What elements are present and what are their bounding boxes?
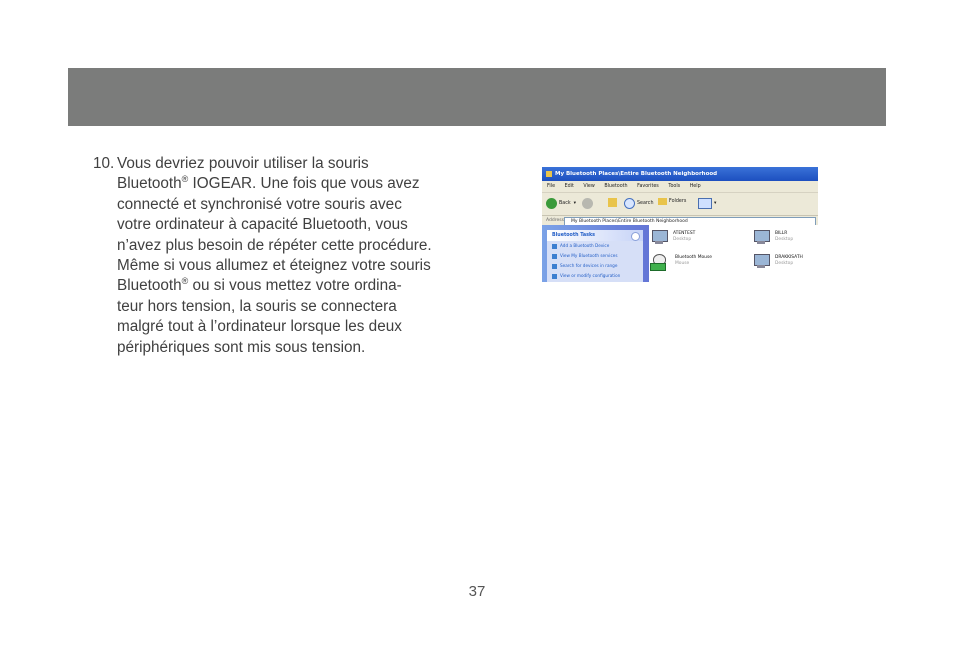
search-button: Search: [624, 198, 653, 209]
device-item: BILLR Desktop: [752, 230, 793, 244]
views-button: ▾: [698, 198, 716, 209]
menu-file: File: [547, 184, 556, 189]
registered-mark: ®: [181, 174, 189, 185]
step-line: votre ordinateur à capacité Bluetooth, vous: [117, 216, 408, 234]
task-view-services: View My Bluetooth services: [547, 251, 643, 261]
task-search-devices: Search for devices in range: [547, 261, 643, 271]
desktop-computer-icon: [752, 254, 770, 268]
menu-help: Help: [689, 184, 701, 189]
step-text: [117, 154, 473, 358]
bluetooth-tasks-panel: [547, 230, 643, 282]
bluetooth-places-screenshot: [542, 167, 818, 282]
desktop-computer-icon: [650, 230, 668, 244]
window-title: My Bluetooth Places\Entire Bluetooth Neighborhood: [555, 171, 718, 177]
step-line: Bluetooth® ou si vous mettez votre ordina-: [117, 276, 402, 295]
step-line: teur hors tension, la souris se connectera: [117, 297, 397, 315]
device-item: DRAKKISATH Desktop: [752, 254, 803, 268]
folders-icon: [658, 198, 667, 205]
instruction-step-10: [93, 154, 473, 358]
search-devices-icon: [552, 264, 557, 269]
mouse-icon: [650, 254, 670, 268]
address-field: My Bluetooth Places\Entire Bluetooth Neighborhood: [564, 217, 816, 227]
address-label: Address: [546, 218, 564, 223]
forward-arrow-icon: [582, 198, 593, 209]
desktop-computer-icon: [752, 230, 770, 244]
registered-mark: ®: [181, 276, 189, 287]
back-button: Back ▾: [546, 198, 576, 209]
up-folder-icon: [608, 198, 617, 207]
step-line: Vous devriez pouvoir utiliser la souris: [117, 155, 369, 172]
step-line: périphériques sont mis sous tension.: [117, 338, 366, 356]
step-line: malgré tout à l’ordinateur lorsque les deux: [117, 318, 402, 336]
device-item: ATENTEST Desktop: [650, 230, 695, 244]
services-icon: [552, 254, 557, 259]
step-line: Même si vous allumez et éteignez votre souris: [117, 257, 431, 275]
device-item: Bluetooth Mouse Mouse: [650, 254, 712, 268]
window-content: [542, 225, 818, 282]
step-number: 10.: [93, 155, 115, 172]
step-line: n’avez plus besoin de répéter cette procédure.: [117, 236, 432, 254]
step-line: Bluetooth® IOGEAR. Une fois que vous avez: [117, 174, 420, 193]
menu-tools: Tools: [668, 184, 681, 189]
search-icon: [624, 198, 635, 209]
header-band: [68, 68, 886, 126]
menu-view: View: [583, 184, 595, 189]
folders-button: Folders: [658, 198, 686, 205]
menu-edit: Edit: [564, 184, 574, 189]
tasks-header: Bluetooth Tasks: [547, 230, 643, 241]
task-add-device: Add a Bluetooth Device: [547, 241, 643, 251]
page-number: 37: [468, 583, 486, 600]
menu-favorites: Favorites: [637, 184, 659, 189]
window-titlebar: [542, 167, 818, 181]
task-configuration: View or modify configuration: [547, 271, 643, 281]
forward-button: [582, 198, 593, 209]
views-icon: [698, 198, 712, 209]
back-arrow-icon: [546, 198, 557, 209]
step-line: connecté et synchronisé votre souris avec: [117, 195, 402, 213]
collapse-chevron-icon: [631, 232, 640, 241]
task-pane: [542, 225, 649, 282]
toolbar: [542, 193, 818, 216]
add-device-icon: [552, 244, 557, 249]
bluetooth-folder-icon: [546, 171, 552, 177]
menu-bluetooth: Bluetooth: [604, 184, 628, 189]
configuration-icon: [552, 274, 557, 279]
menu-bar: [542, 181, 818, 193]
